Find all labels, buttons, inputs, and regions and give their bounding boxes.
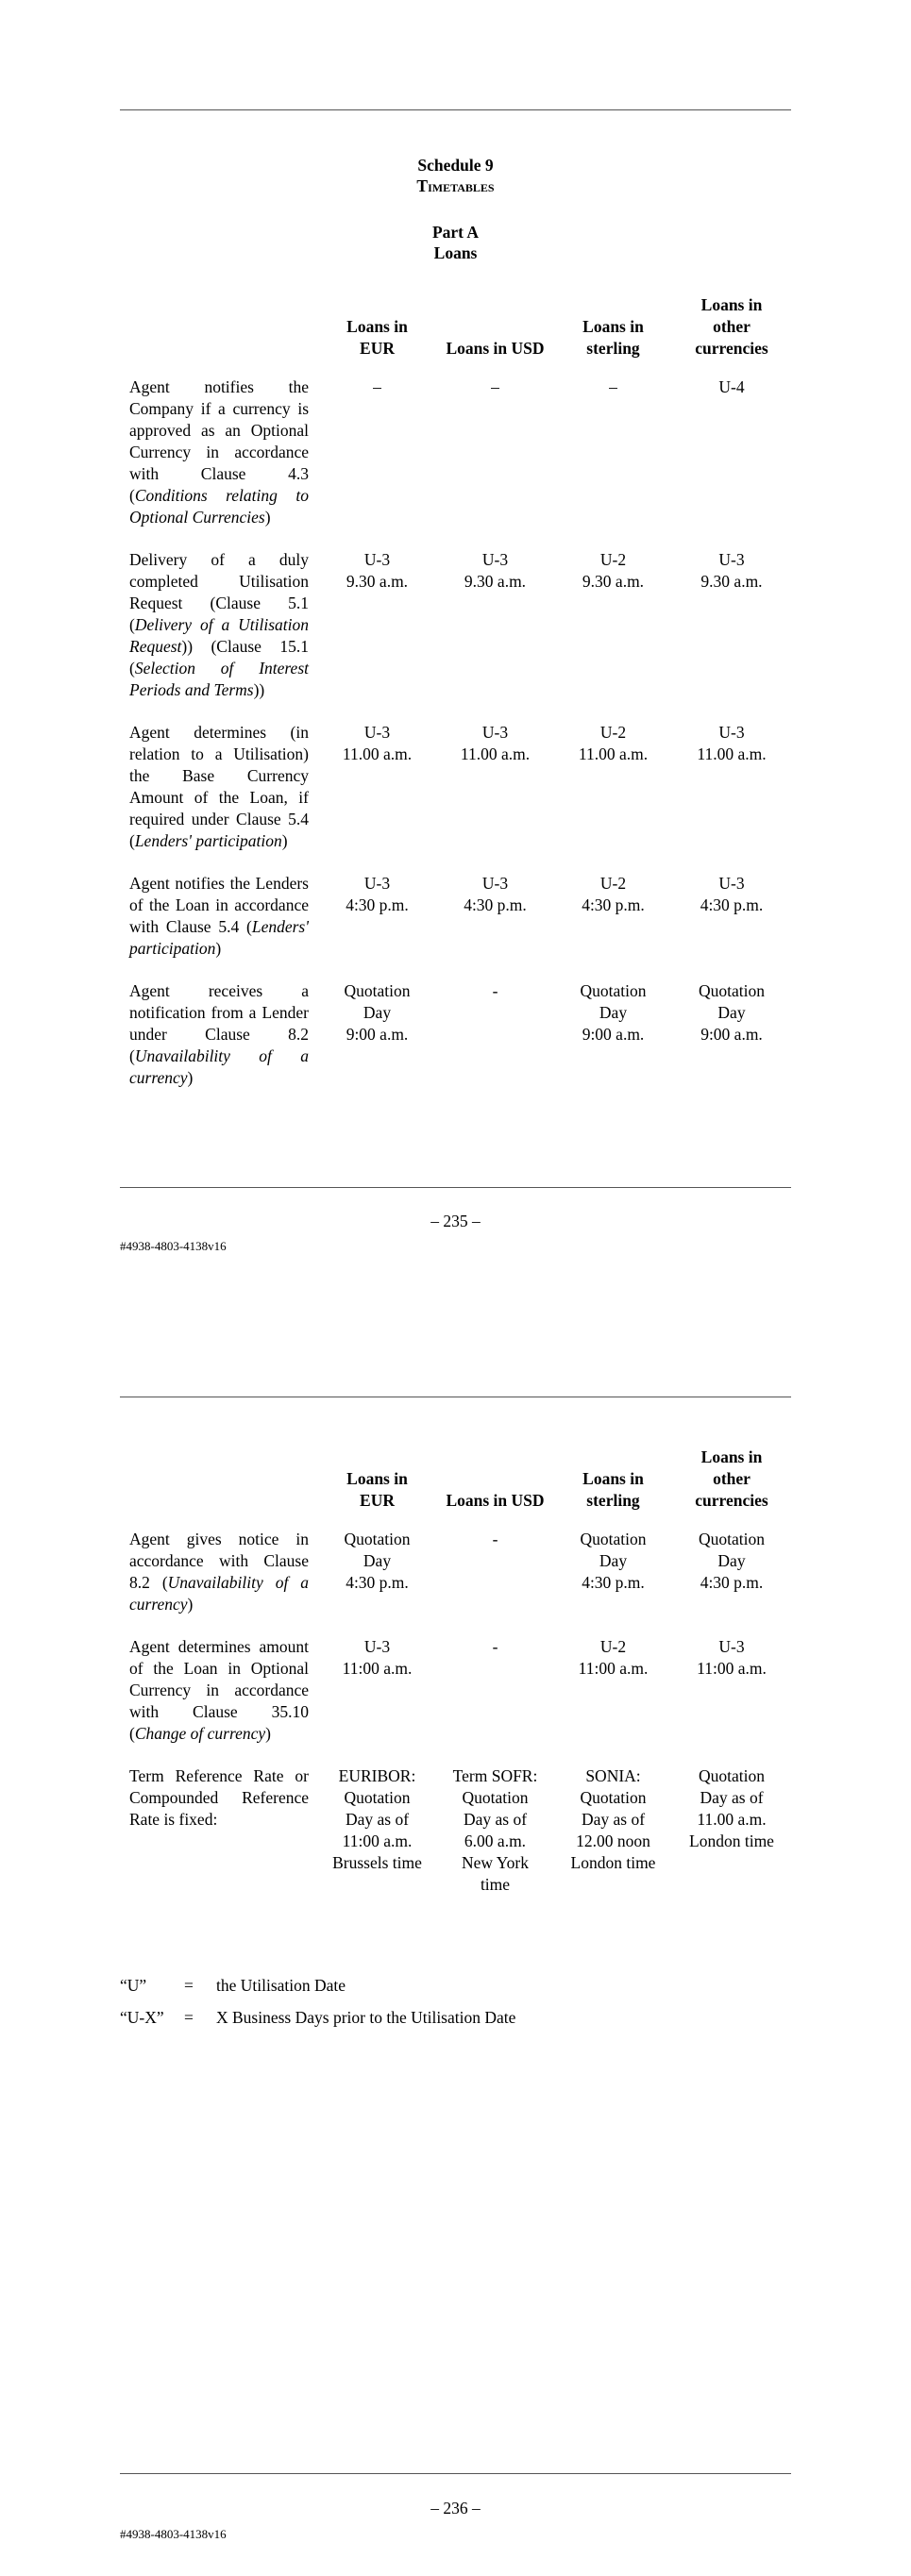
column-header: Loans in EUR bbox=[346, 1469, 408, 1510]
cell-value: U-2 4:30 p.m. bbox=[582, 874, 645, 914]
table-row bbox=[120, 1529, 791, 1636]
cell-value: U-2 11:00 a.m. bbox=[578, 1637, 649, 1678]
row-description: Agent gives notice in accordance with Clause 8.2 (Unavailability of a currency) bbox=[129, 1530, 309, 1614]
page-bottom-rule bbox=[120, 1187, 791, 1188]
document-id: #4938-4803-4138v16 bbox=[120, 1239, 227, 1253]
page-number: – 235 – bbox=[430, 1212, 481, 1230]
table-row bbox=[120, 980, 791, 1110]
row-description: Agent notifies the Company if a currency is approved as an Optional Currency in accordance with Clause 4.3 (Conditions relating to Optional Currencies) bbox=[129, 377, 309, 527]
cell-value: U-2 11.00 a.m. bbox=[578, 723, 649, 763]
cell-value: - bbox=[492, 1637, 498, 1656]
row-description: Term Reference Rate or Compounded Reference Rate is fixed: bbox=[129, 1766, 309, 1829]
table-header-row bbox=[120, 294, 791, 376]
cell-value: U-3 11.00 a.m. bbox=[460, 723, 531, 763]
column-header: Loans in other currencies bbox=[695, 1447, 768, 1510]
cell-value: Quotation Day 9:00 a.m. bbox=[344, 981, 411, 1044]
table-row bbox=[120, 1765, 791, 1916]
legend-definition: X Business Days prior to the Utilisation Date bbox=[216, 2008, 516, 2027]
cell-value: Quotation Day 4:30 p.m. bbox=[580, 1530, 647, 1592]
cell-value: Quotation Day as of 11.00 a.m. London time bbox=[689, 1766, 774, 1850]
cell-value: - bbox=[492, 981, 498, 1000]
timetable-part-a bbox=[120, 294, 791, 1110]
page-top-rule bbox=[120, 109, 791, 110]
cell-value: – bbox=[609, 377, 617, 396]
table-row bbox=[120, 549, 791, 722]
page-number: – 236 – bbox=[430, 2499, 481, 2517]
cell-value: U-3 11:00 a.m. bbox=[697, 1637, 767, 1678]
cell-value: Quotation Day 4:30 p.m. bbox=[344, 1530, 411, 1592]
column-header: Loans in USD bbox=[446, 339, 545, 358]
legend-definition: the Utilisation Date bbox=[216, 1976, 346, 1995]
row-description: Agent determines (in relation to a Utilisation) the Base Currency Amount of the Loan, if required under Clause 5.4 (Lenders' participation) bbox=[129, 723, 309, 850]
cell-value: SONIA: Quotation Day as of 12.00 noon London time bbox=[570, 1766, 656, 1872]
row-description: Agent notifies the Lenders of the Loan in accordance with Clause 5.4 (Lenders' participation) bbox=[129, 874, 309, 958]
legend-line bbox=[120, 1975, 346, 1997]
schedule-title: Schedule 9 bbox=[417, 156, 494, 175]
cell-value: U-3 4:30 p.m. bbox=[700, 874, 764, 914]
legend-key: “U-X” bbox=[120, 2008, 164, 2027]
column-header: Loans in USD bbox=[446, 1491, 545, 1510]
cell-value: EURIBOR: Quotation Day as of 11:00 a.m. Brussels time bbox=[332, 1766, 422, 1872]
legend-line bbox=[120, 2007, 515, 2029]
row-description: Delivery of a duly completed Utilisation Request (Clause 5.1 (Delivery of a Utilisation Request)) (Clause 15.1 (Selection of Interest Periods and Terms)) bbox=[129, 550, 309, 699]
table-row bbox=[120, 376, 791, 549]
cell-value: U-3 4:30 p.m. bbox=[464, 874, 527, 914]
cell-value: U-3 11.00 a.m. bbox=[342, 723, 413, 763]
document-id: #4938-4803-4138v16 bbox=[120, 2527, 227, 2541]
part-title: Part A bbox=[431, 223, 480, 242]
table-row bbox=[120, 1636, 791, 1765]
table-row bbox=[120, 873, 791, 980]
row-description: Agent determines amount of the Loan in Optional Currency in accordance with Clause 35.10 (Change of currency) bbox=[129, 1637, 309, 1743]
cell-value: – bbox=[373, 377, 381, 396]
timetable-part-a-continued bbox=[120, 1447, 791, 1916]
page-bottom-rule bbox=[120, 2473, 791, 2474]
column-header: Loans in sterling bbox=[582, 317, 644, 358]
legend-key: “U” bbox=[120, 1976, 147, 1995]
table-row bbox=[120, 722, 791, 873]
cell-value: U-2 9.30 a.m. bbox=[582, 550, 645, 591]
legend-equals: = bbox=[184, 1976, 194, 1995]
part-subtitle: Loans bbox=[433, 243, 478, 262]
cell-value: U-3 11.00 a.m. bbox=[697, 723, 767, 763]
cell-value: U-3 9.30 a.m. bbox=[464, 550, 527, 591]
cell-value: U-3 11:00 a.m. bbox=[342, 1637, 413, 1678]
table-header-row bbox=[120, 1447, 791, 1529]
cell-value: U-3 9.30 a.m. bbox=[346, 550, 409, 591]
cell-value: Quotation Day 4:30 p.m. bbox=[699, 1530, 765, 1592]
cell-value: Quotation Day 9:00 a.m. bbox=[699, 981, 765, 1044]
row-description: Agent receives a notification from a Lender under Clause 8.2 (Unavailability of a currency) bbox=[129, 981, 309, 1087]
schedule-subtitle: Timetables bbox=[416, 176, 495, 195]
cell-value: Quotation Day 9:00 a.m. bbox=[580, 981, 647, 1044]
cell-value: Term SOFR: Quotation Day as of 6.00 a.m. New York time bbox=[452, 1766, 538, 1894]
cell-value: U-3 9.30 a.m. bbox=[700, 550, 763, 591]
cell-value: – bbox=[491, 377, 499, 396]
cell-value: U-4 bbox=[718, 377, 745, 396]
cell-value: - bbox=[492, 1530, 498, 1548]
column-header: Loans in other currencies bbox=[695, 295, 768, 358]
cell-value: U-3 4:30 p.m. bbox=[346, 874, 409, 914]
column-header: Loans in sterling bbox=[582, 1469, 644, 1510]
column-header: Loans in EUR bbox=[346, 317, 408, 358]
legend-equals: = bbox=[184, 2008, 194, 2027]
